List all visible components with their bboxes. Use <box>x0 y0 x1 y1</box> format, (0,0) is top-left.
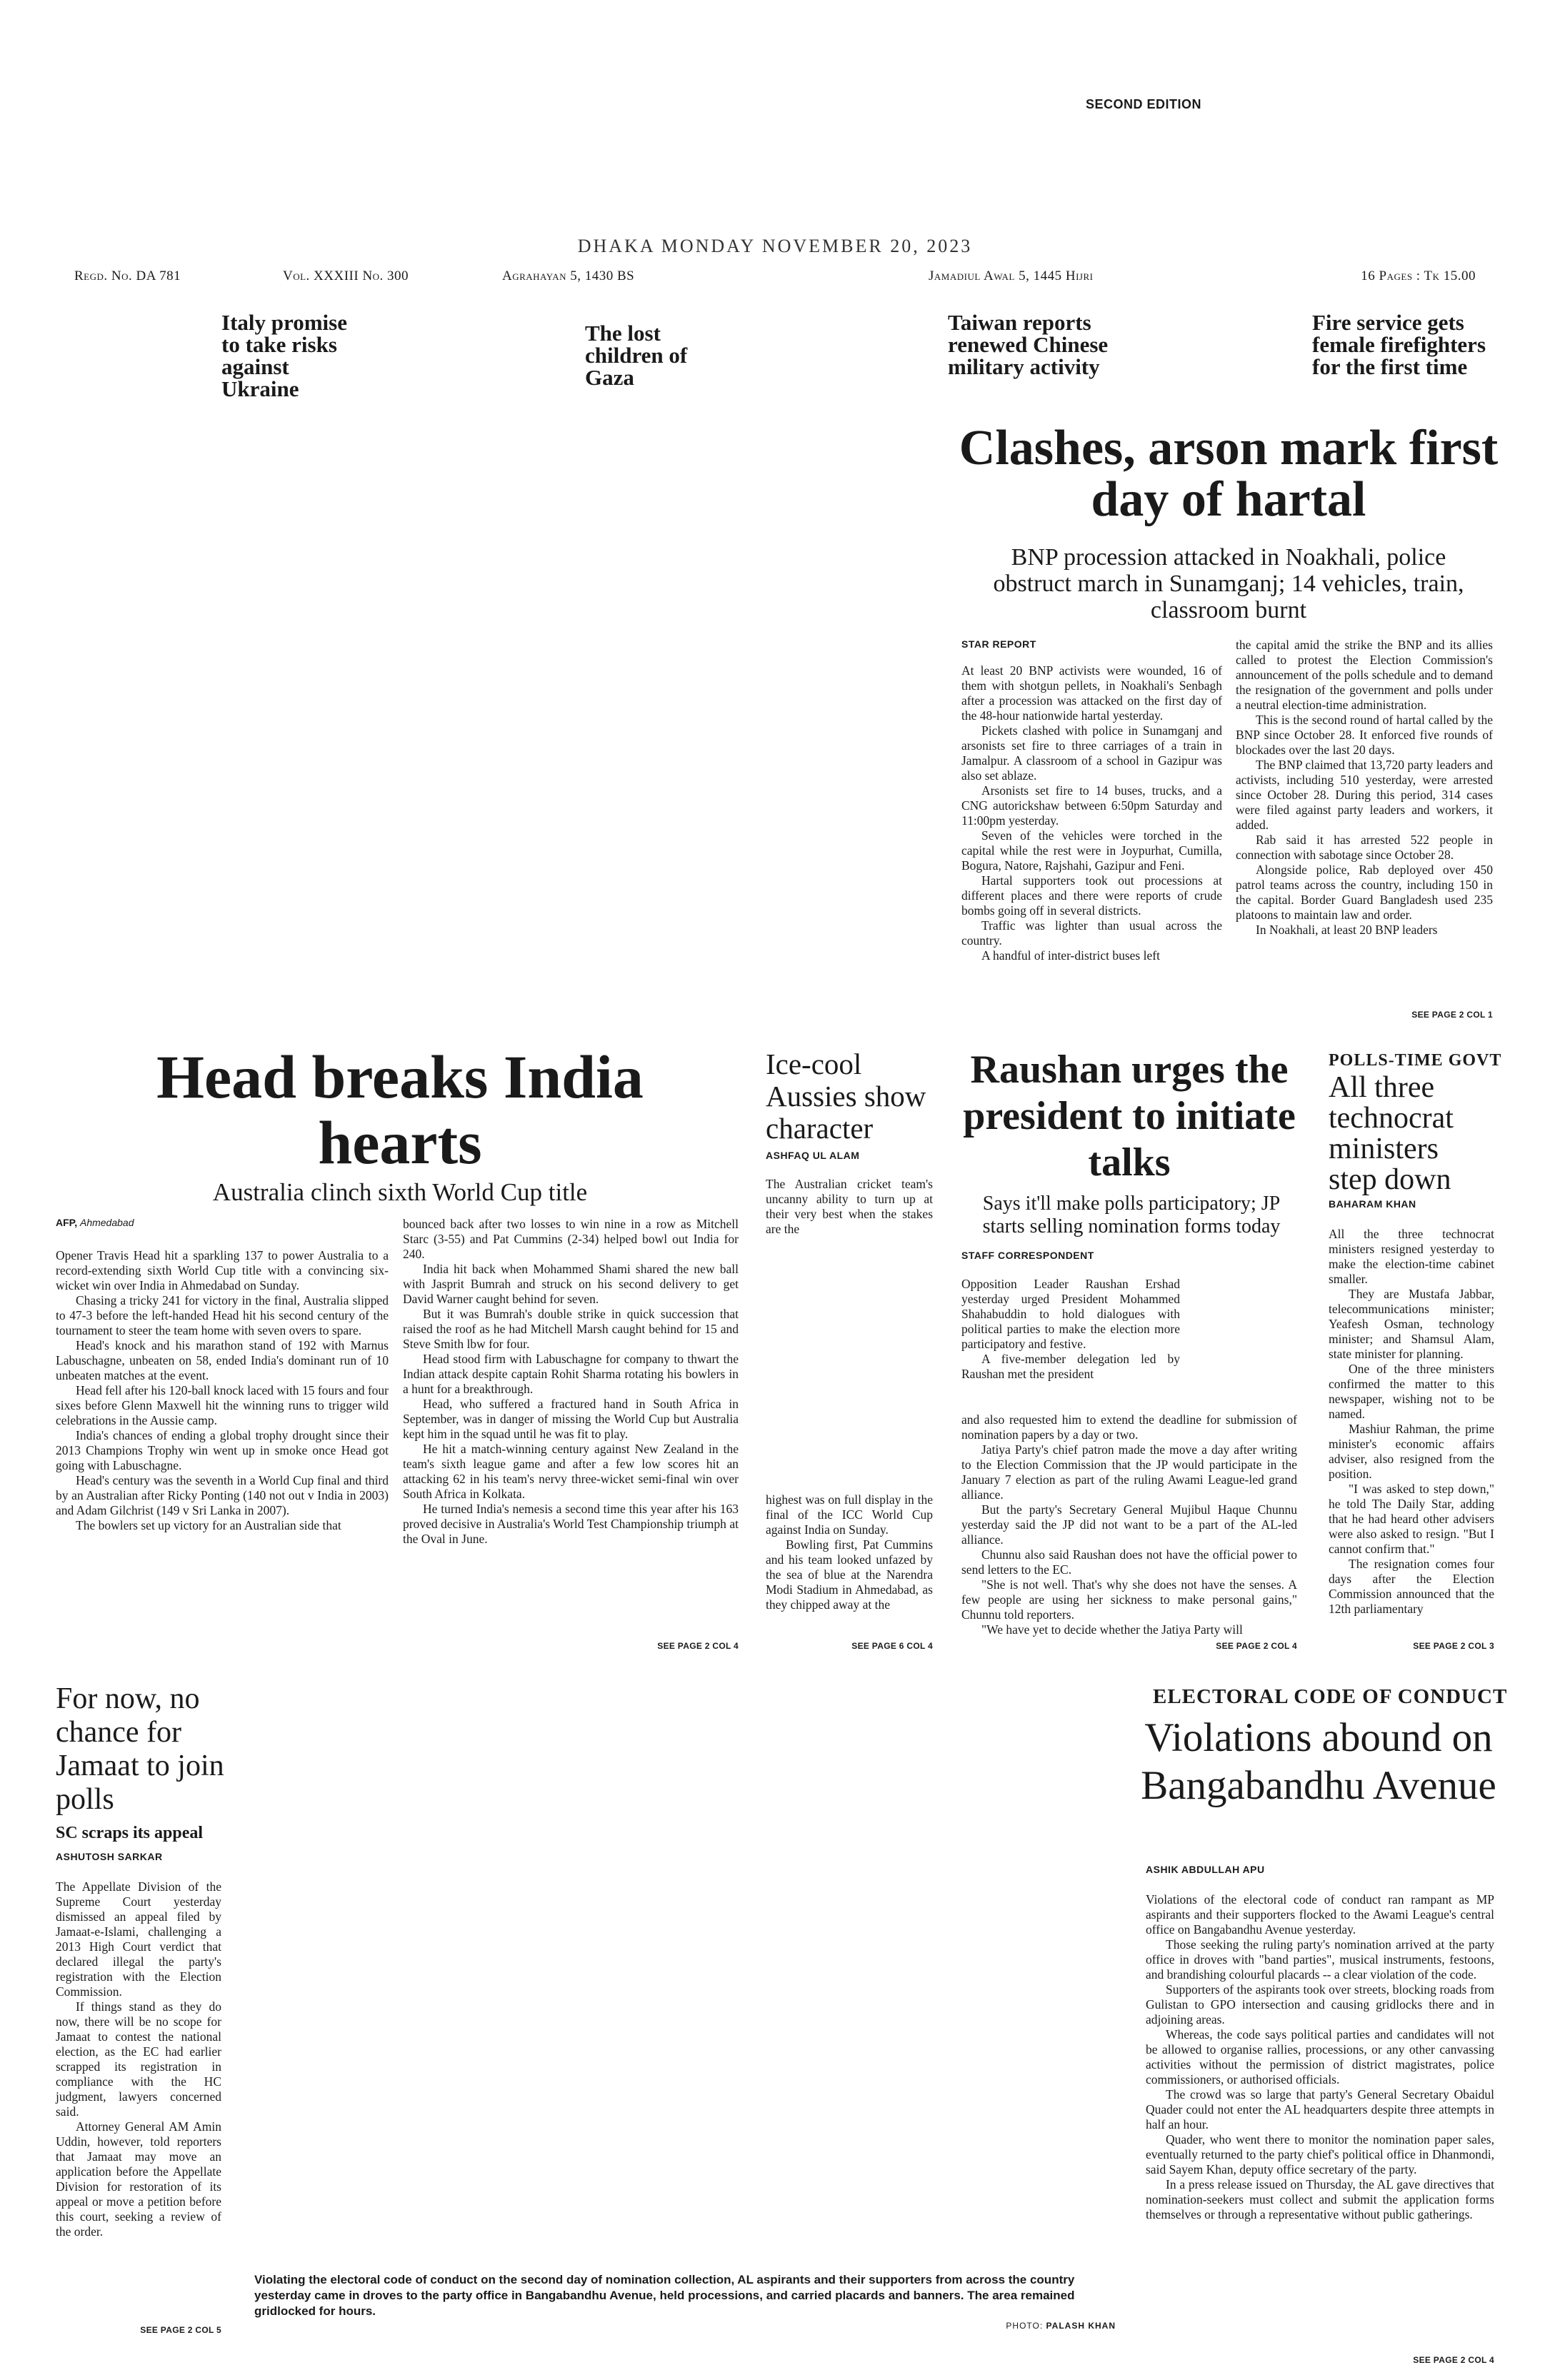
violations-column <box>1146 1892 1494 2222</box>
head-para: India hit back when Mohammed Shami shared the new ball with Jasprit Bumrah and struck on his second delivery to get David Warner caught behind for seven. <box>403 1262 739 1306</box>
jamaat-see-page[interactable]: SEE PAGE 2 COL 5 <box>140 2325 221 2335</box>
technocrat-headline[interactable]: All three technocrat ministers step down <box>1329 1071 1454 1196</box>
raushan-subhead: Says it'll make polls participatory; JP starts selling nomination forms today <box>982 1192 1281 1237</box>
raushan-para: Opposition Leader Raushan Ershad yesterday urged President Mohammed Shahabuddin to hold dialogues with political parties to make the election more participatory and festive. <box>961 1277 1180 1351</box>
registration-number: Regd. No. DA 781 <box>74 268 181 283</box>
violations-para: Those seeking the ruling party's nomination arrived at the party office in droves with "band parties", musical instruments, festoons, and brandishing colourful placards -- a clear violation of the code. <box>1146 1937 1494 1982</box>
technocrat-byline: BAHARAM KHAN <box>1329 1198 1416 1210</box>
photo-credit-name: PALASH KHAN <box>1046 2321 1116 2331</box>
bangla-date: Agrahayan 5, 1430 BS <box>502 268 635 283</box>
violations-para: Violations of the electoral code of conduct ran rampant as MP aspirants and their supporters flocked to the Awami League's central office on Bangabandhu Avenue yesterday. <box>1146 1892 1494 1937</box>
raushan-narrow-column <box>961 1277 1180 1382</box>
photo-credit-label: PHOTO: <box>1006 2321 1044 2331</box>
teaser-gaza[interactable]: The lost children of Gaza <box>585 321 688 390</box>
lead-para: the capital amid the strike the BNP and its allies called to protest the Election Commission's announcement of the polls schedule and to demand the resignation of the government and polls under a neutral election-time administration. <box>1236 638 1493 712</box>
head-para: Opener Travis Head hit a sparkling 137 to power Australia to a record-extending sixth World Cup title with a convincing six-wicket win over India in Ahmedabad on Sunday. <box>56 1248 389 1292</box>
icecool-top-text <box>766 1177 933 1237</box>
technocrat-para: They are Mustafa Jabbar, telecommunications minister; Yeafesh Osman, technology minister; and Shamsul Alam, state minister for planning. <box>1329 1287 1494 1361</box>
violations-para: Supporters of the aspirants took over streets, blocking roads from Gulistan to GPO intersection and causing gridlocks there and in adjoining areas. <box>1146 1982 1494 2027</box>
jamaat-column <box>56 1879 221 2239</box>
head-para: Head's knock and his marathon stand of 192 with Marnus Labuschagne, unbeaten on 58, ended India's dominant run of 10 unbeaten matches at the event. <box>56 1338 389 1382</box>
violations-para: Whereas, the code says political parties and candidates will not be allowed to organise rallies, processions, or any other canvassing activities without the permission of district magistrates, police commissioners, or authorised officials. <box>1146 2027 1494 2087</box>
lead-para: A handful of inter-district buses left <box>981 948 1160 963</box>
head-subhead: Australia clinch sixth World Cup title <box>212 1178 588 1206</box>
violations-see-page[interactable]: SEE PAGE 2 COL 4 <box>1413 2355 1494 2365</box>
dateline: DHAKA MONDAY NOVEMBER 20, 2023 <box>577 236 973 256</box>
lead-byline: STAR REPORT <box>961 638 1036 650</box>
head-para: He hit a match-winning century against New Zealand in the team's sixth league game and after a few low scores hit an attacking 62 in his team's nervy three-wicket semi-final win over South Africa in Kolkata. <box>403 1442 739 1501</box>
technocrat-kicker: POLLS-TIME GOVT <box>1329 1051 1502 1070</box>
lead-headline[interactable]: Clashes, arson mark first day of hartal <box>959 421 1499 527</box>
violations-para: The crowd was so large that party's General Secretary Obaidul Quader could not enter the AL headquarters despite three attempts in half an hour. <box>1146 2087 1494 2132</box>
jamaat-para: If things stand as they do now, there will be no scope for Jamaat to contest the national election, as the EC had earlier scrapped its registration in compliance with the HC judgment, lawyers concerned said. <box>56 1999 221 2119</box>
head-para: But it was Bumrah's double strike in quick succession that raised the roof as he had Mitchell Marsh caught behind for 15 and Steve Smith lbw for four. <box>403 1307 739 1351</box>
violations-para: Quader, who went there to monitor the nomination paper sales, eventually returned to the party chief's political office in Dhanmondi, said Sayem Khan, deputy office secretary of the party. <box>1146 2132 1494 2176</box>
head-headline[interactable]: Head breaks India hearts <box>156 1043 644 1177</box>
teaser-taiwan[interactable]: Taiwan reports renewed Chinese military activity <box>948 310 1109 379</box>
lead-see-page[interactable]: SEE PAGE 2 COL 1 <box>1411 1010 1493 1020</box>
violations-byline: ASHIK ABDULLAH APU <box>1146 1864 1265 1875</box>
head-byline-agency: AFP, <box>56 1217 78 1228</box>
technocrat-column <box>1329 1227 1494 1617</box>
lead-para: At least 20 BNP activists were wounded, 16 of them with shotgun pellets, in Noakhali's Senbagh after a procession was attacked on the first day of the 48-hour nationwide hartal yesterday. <box>961 663 1222 723</box>
lead-para: Arsonists set fire to 14 buses, trucks, and a CNG autorickshaw between 6:50pm Saturday and 11:00pm yesterday. <box>961 783 1222 828</box>
raushan-para: Chunnu also said Raushan does not have the official power to send letters to the EC. <box>961 1547 1297 1577</box>
violations-headline[interactable]: Violations abound on Bangabandhu Avenue <box>1141 1715 1496 1808</box>
lead-column-1 <box>961 663 1222 963</box>
technocrat-para: "I was asked to step down," he told The Daily Star, adding that he had heard other advisers were also asked to resign. "But I cannot confirm that." <box>1329 1482 1494 1556</box>
head-para: The bowlers set up victory for an Australian side that <box>76 1518 341 1532</box>
lead-para: The BNP claimed that 13,720 party leaders and activists, including 510 yesterday, were arrested since October 28. During this period, 314 cases were filed against party leaders and workers, it added. <box>1236 758 1493 832</box>
jamaat-subhead: SC scraps its appeal <box>56 1824 204 1842</box>
head-para: Chasing a tricky 241 for victory in the final, Australia slipped to 47-3 before the left-handed Head hit his second century of the tournament to steer the team home with seven overs to spare. <box>56 1293 389 1337</box>
photo-credit <box>994 2321 1116 2331</box>
violations-kicker: ELECTORAL CODE OF CONDUCT <box>1153 1685 1508 1708</box>
violations-para: In a press release issued on Thursday, the AL gave directives that nomination-seekers must collect and submit the application forms themselves or through a representative without public gatherings. <box>1146 2177 1494 2221</box>
lead-para: Rab said it has arrested 522 people in connection with sabotage since October 28. <box>1236 833 1493 862</box>
jamaat-headline[interactable]: For now, no chance for Jamaat to join polls <box>56 1682 224 1816</box>
pages-price: 16 Pages : Tk 15.00 <box>1361 268 1476 283</box>
lead-para: Traffic was lighter than usual across the country. <box>961 918 1222 948</box>
lead-para: Seven of the vehicles were torched in the capital while the rest were in Joypurhat, Cumilla, Bogura, Natore, Rajshahi, Gazipur and Feni. <box>961 828 1222 873</box>
edition-label: SECOND EDITION <box>1086 97 1202 111</box>
raushan-para: "She is not well. That's why she does not have the senses. A few people are using her sickness to make personal gains," Chunnu told reporters. <box>961 1577 1297 1622</box>
head-column-1 <box>56 1248 389 1533</box>
icecool-para: highest was on full display in the final of the ICC World Cup against India on Sunday. <box>766 1492 933 1537</box>
raushan-para: But the party's Secretary General Mujibul Haque Chunnu yesterday said the JP did not want to be a part of the AL-led alliance. <box>961 1502 1297 1547</box>
technocrat-para: Mashiur Rahman, the prime minister's economic affairs adviser, also resigned from the position. <box>1329 1422 1494 1481</box>
lead-para: Alongside police, Rab deployed over 450 patrol teams across the country, including 150 in the capital. Border Guard Bangladesh used 235 platoons to maintain law and order. <box>1236 863 1493 922</box>
raushan-para: Jatiya Party's chief patron made the move a day after writing to the Election Commission that the JP would participate in the January 7 election as part of the ruling Awami League-led grand alliance. <box>961 1442 1297 1502</box>
head-byline <box>56 1217 134 1228</box>
lead-para: In Noakhali, at least 20 BNP leaders <box>1256 923 1438 937</box>
lead-para: This is the second round of hartal called by the BNP since October 28. It enforced five rounds of blockades over the last 20 days. <box>1236 713 1493 757</box>
head-byline-place: Ahmedabad <box>79 1217 134 1228</box>
technocrat-para: One of the three ministers confirmed the matter to this newspaper, wishing not to be named. <box>1329 1362 1494 1421</box>
head-para: India's chances of ending a global trophy drought since their 2013 Champions Trophy win went up in smoke once Head got going with Labuschagne. <box>56 1428 389 1472</box>
head-para: He turned India's nemesis a second time this year after his 163 proved decisive in Australia's World Test Championship triumph at the Oval in June. <box>403 1502 739 1546</box>
teaser-italy[interactable]: Italy promise to take risks against Ukraine <box>221 310 347 401</box>
lead-para: Hartal supporters took out processions at different places and there were reports of crude bombs going off in several districts. <box>961 873 1222 918</box>
technocrat-para: The resignation comes four days after the Election Commission announced that the 12th parliamentary <box>1329 1557 1494 1616</box>
jamaat-para: The Appellate Division of the Supreme Court yesterday dismissed an appeal filed by Jamaat-e-Islami, challenging a 2013 High Court verdict that declared illegal the party's registration with the Election Commission. <box>56 1879 221 1999</box>
photo-caption: Violating the electoral code of conduct on the second day of nomination collection, AL aspirants and their supporters from across the country yesterday came in droves to the party office in Bangabandhu Avenue, held processions, and carried placards and banners. The area remained gridlocked for hours. <box>254 2273 1075 2318</box>
technocrat-para: All the three technocrat ministers resigned yesterday to make the election-time cabinet smaller. <box>1329 1227 1494 1286</box>
head-see-page[interactable]: SEE PAGE 2 COL 4 <box>657 1641 739 1651</box>
icecool-headline[interactable]: Ice-cool Aussies show character <box>766 1048 926 1145</box>
lead-column-2 <box>1236 638 1493 938</box>
head-para: Head stood firm with Labuschagne for company to thwart the Indian attack despite captain Rohit Sharma rotating his bowlers in a hunt for a breakthrough. <box>403 1352 739 1396</box>
raushan-column <box>961 1412 1297 1637</box>
raushan-para: "We have yet to decide whether the Jatiya Party will <box>981 1622 1243 1637</box>
volume-number: Vol. XXXIII No. 300 <box>283 268 409 283</box>
head-para: Head, who suffered a fractured hand in South Africa in September, was in danger of missing the World Cup but Australia kept him in the squad until he was fit to play. <box>403 1397 739 1441</box>
head-para: Head fell after his 120-ball knock laced with 15 fours and four sixes before Glenn Maxwell hit the winning runs to trigger wild celebrations in the Aussie camp. <box>56 1383 389 1427</box>
icecool-bottom-text <box>766 1492 933 1612</box>
icecool-see-page[interactable]: SEE PAGE 6 COL 4 <box>851 1641 933 1651</box>
raushan-headline[interactable]: Raushan urges the president to initiate talks <box>963 1048 1296 1185</box>
teaser-fire-service[interactable]: Fire service gets female firefighters for the first time <box>1312 310 1486 379</box>
raushan-para: A five-member delegation led by Raushan met the president <box>961 1352 1180 1381</box>
jamaat-byline: ASHUTOSH SARKAR <box>56 1851 163 1862</box>
technocrat-see-page[interactable]: SEE PAGE 2 COL 3 <box>1413 1641 1494 1651</box>
icecool-para: Bowling first, Pat Cummins and his team looked unfazed by the sea of blue at the Narendra Modi Stadium in Ahmedabad, as they chipped away at the <box>766 1537 933 1612</box>
raushan-see-page[interactable]: SEE PAGE 2 COL 4 <box>1216 1641 1297 1651</box>
head-para: bounced back after two losses to win nine in a row as Mitchell Starc (3-55) and Pat Cummins (2-34) helped bowl out India for 240. <box>403 1217 739 1261</box>
lead-para: Pickets clashed with police in Sunamganj and arsonists set fire to three carriages of a train in Jamalpur. A classroom of a school in Gazipur was also set ablaze. <box>961 723 1222 783</box>
icecool-byline: ASHFAQ UL ALAM <box>766 1150 860 1161</box>
lead-subhead: BNP procession attacked in Noakhali, police obstruct march in Sunamganj; 14 vehicles, train, classroom burnt <box>993 544 1464 623</box>
hijri-date: Jamadiul Awal 5, 1445 Hijri <box>929 268 1094 283</box>
icecool-para: The Australian cricket team's uncanny ability to turn up at their very best when the stakes are the <box>766 1177 933 1236</box>
raushan-byline: STAFF CORRESPONDENT <box>961 1250 1094 1261</box>
head-para: Head's century was the seventh in a World Cup final and third by an Australian after Ricky Ponting (140 not out v India in 2003) and Adam Gilchrist (149 v Sri Lanka in 2007). <box>56 1473 389 1517</box>
jamaat-para: Attorney General AM Amin Uddin, however, told reporters that Jamaat may move an application before the Appellate Division for restoration of its appeal or move a petition before this court, seeking a review of the order. <box>56 2119 221 2239</box>
raushan-para: and also requested him to extend the deadline for submission of nomination papers by a day or two. <box>961 1412 1297 1442</box>
head-column-2 <box>403 1217 739 1547</box>
